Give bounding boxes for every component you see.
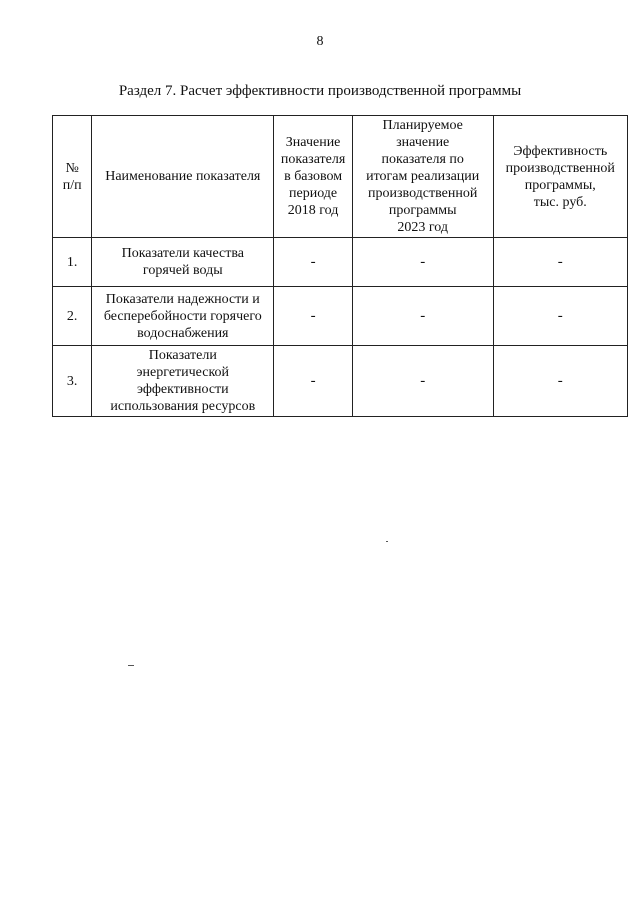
- row-planned-value: -: [352, 238, 493, 287]
- page-number: 8: [316, 34, 324, 49]
- row-number: 3.: [53, 346, 92, 417]
- header-indicator-name: Наименование показателя: [92, 116, 274, 238]
- efficiency-table: [52, 115, 628, 417]
- row-number: 1.: [53, 238, 92, 287]
- row-base-value: -: [274, 287, 353, 346]
- header-efficiency: Эффективность производственной программы, тыс. руб.: [493, 116, 627, 238]
- header-planned-value: Планируемое значение показателя по итогам реализации производственной программы 2023 год: [352, 116, 493, 238]
- row-planned-value: -: [352, 287, 493, 346]
- row-efficiency: -: [493, 346, 627, 417]
- header-number: № п/п: [53, 116, 92, 238]
- table-body: [53, 238, 628, 417]
- row-number: 2.: [53, 287, 92, 346]
- table-row: [53, 287, 628, 346]
- section-title: Раздел 7. Расчет эффективности производственной программы: [118, 83, 522, 99]
- row-efficiency: -: [493, 287, 627, 346]
- scan-speck: [128, 665, 134, 666]
- table-row: [53, 346, 628, 417]
- table-row: [53, 238, 628, 287]
- row-base-value: -: [274, 238, 353, 287]
- table-header: [53, 116, 628, 238]
- scan-speck: [386, 541, 388, 542]
- row-indicator-name: Показатели качества горячей воды: [92, 238, 274, 287]
- row-indicator-name: Показатели надежности и бесперебойности горячего водоснабжения: [92, 287, 274, 346]
- header-base-value: Значение показателя в базовом периоде 2018 год: [274, 116, 353, 238]
- row-planned-value: -: [352, 346, 493, 417]
- row-indicator-name: Показатели энергетической эффективности использования ресурсов: [92, 346, 274, 417]
- header-row: [53, 116, 628, 238]
- row-efficiency: -: [493, 238, 627, 287]
- row-base-value: -: [274, 346, 353, 417]
